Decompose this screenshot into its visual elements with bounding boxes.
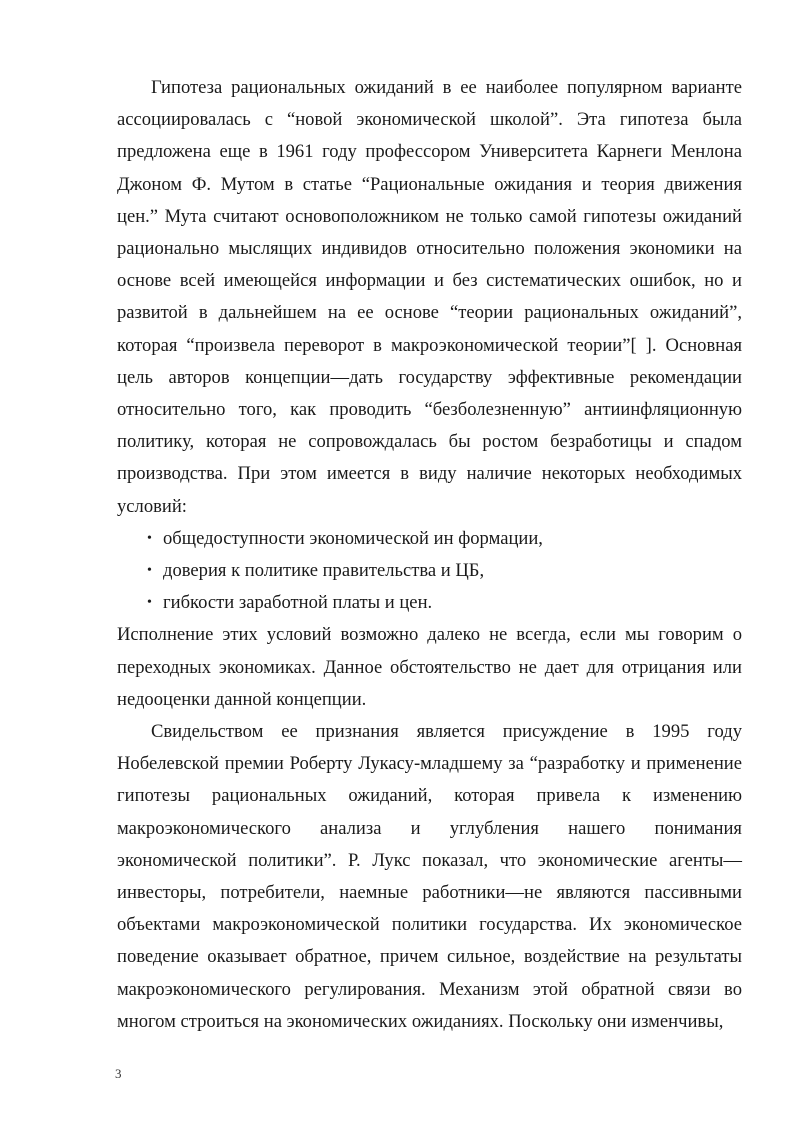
list-item-text: общедоступности экономической ин формации, — [163, 527, 543, 549]
conditions-list — [117, 523, 742, 620]
paragraph-conditions-fulfillment: Исполнение этих условий возможно далеко не всегда, если мы говорим о переходных экономиках. Данное обстоятельство не дает для отрицания или недооценки данной концепции. — [117, 624, 742, 710]
list-item — [147, 555, 742, 587]
list-item-text: доверия к политике правительства и ЦБ, — [163, 560, 485, 582]
page-number: 3 — [115, 1066, 122, 1081]
bullet-icon: • — [147, 563, 152, 579]
list-item-text: гибкости заработной платы и цен. — [163, 592, 433, 614]
paragraph-rational-expectations: Гипотеза рациональных ожиданий в ее наиболее популярном варианте ассоциировалась с “новой экономической школой”. Эта гипотеза была предложена еще в 1961 году профессором Университета Карнеги Менлона Джоном Ф. Мутом в статье “Рациональные ожидания и теория движения цен.” Мута считают основоположником не только самой гипотезы ожиданий рационально мыслящих индивидов относительно положения экономики на основе всей имеющейся информации и без систематических ошибок, но и развитой в дальнейшем на ее основе “теории рациональных ожиданий”, которая “произвела переворот в макроэкономической теории”[ ]. Основная цель авторов концепции—дать государству эффективные рекомендации относительно того, как проводить “безболезненную” антиинфляционную политику, которая не сопровождалась бы ростом безработицы и спадом производства. При этом имеется в виду наличие некоторых необходимых условий: — [117, 77, 742, 517]
bullet-icon: • — [147, 595, 152, 611]
list-item — [147, 587, 742, 619]
paragraph-nobel-prize: Свидельством ее признания является присуждение в 1995 году Нобелевской премии Роберту Лукасу-младшему за “разработку и применение гипотезы рациональных ожиданий, которая привела к изменению макроэкономического анализа и углубления нашего понимания экономической политики”. Р. Лукс показал, что экономические агенты—инвесторы, потребители, наемные работники—не являются пассивными объектами макроэкономической политики государства. Их экономическое поведение оказывает обратное, причем сильное, воздействие на результаты макроэкономического регулирования. Механизм этой обратной связи во многом строиться на экономических ожиданиях. Поскольку они изменчивы, — [117, 721, 742, 1032]
bullet-icon: • — [147, 530, 152, 546]
list-item — [147, 523, 742, 555]
document-body — [117, 72, 742, 1038]
